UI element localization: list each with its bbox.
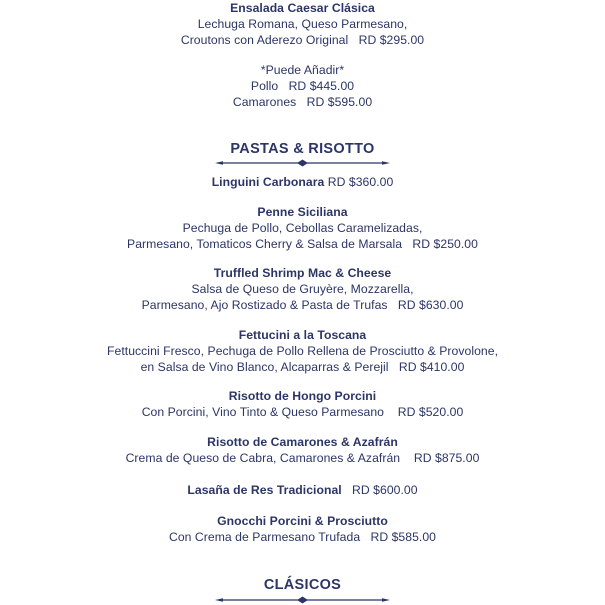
addon-item bbox=[0, 94, 605, 110]
item-price: RD $410.00 bbox=[398, 360, 465, 374]
item-name: Risotto de Camarones & Azafrán bbox=[207, 435, 398, 449]
item-description: Salsa de Queso de Gruyère, Mozzarella, bbox=[191, 282, 414, 296]
menu-item-fettucini-toscana bbox=[0, 327, 605, 375]
item-description: Parmesano, Ajo Rostizado & Pasta de Trufas bbox=[141, 298, 388, 312]
item-name: Risotto de Hongo Porcini bbox=[228, 389, 377, 403]
addon-label: Camarones bbox=[232, 95, 297, 109]
item-price: RD $360.00 bbox=[327, 175, 394, 189]
item-description: Pechuga de Pollo, Cebollas Caramelizadas, bbox=[182, 221, 423, 235]
addon-price: RD $445.00 bbox=[288, 79, 355, 93]
menu-item-penne-siciliana bbox=[0, 204, 605, 252]
addon-label: Pollo bbox=[250, 79, 279, 93]
item-price: RD $295.00 bbox=[358, 33, 425, 47]
item-description: Parmesano, Tomaticos Cherry & Salsa de Marsala bbox=[127, 237, 403, 251]
item-name: Linguini Carbonara bbox=[211, 175, 325, 189]
section-title-pastas: PASTAS & RISOTTO bbox=[230, 141, 375, 157]
item-description-priced bbox=[0, 32, 605, 48]
addons-block bbox=[0, 62, 605, 110]
item-description: en Salsa de Vino Blanco, Alcaparras & Perejil bbox=[140, 360, 389, 374]
item-name: Penne Siciliana bbox=[257, 205, 348, 219]
item-price: RD $520.00 bbox=[397, 405, 464, 419]
menu-item-risotto-camarones bbox=[0, 434, 605, 466]
item-description: Crema de Queso de Cabra, Camarones & Azafrán bbox=[125, 451, 401, 465]
menu-item-truffled-shrimp-mac bbox=[0, 265, 605, 313]
menu-item-linguini-carbonara bbox=[0, 174, 605, 190]
item-name: Ensalada Caesar Clásica bbox=[230, 1, 375, 15]
menu-item-caesar-salad bbox=[0, 0, 605, 48]
item-name: Truffled Shrimp Mac & Cheese bbox=[213, 266, 392, 280]
section-title-clasicos: CLÁSICOS bbox=[263, 577, 342, 593]
item-description: Lechuga Romana, Queso Parmesano, bbox=[197, 17, 408, 31]
item-price: RD $585.00 bbox=[370, 530, 437, 544]
addon-price: RD $595.00 bbox=[306, 95, 373, 109]
item-price: RD $600.00 bbox=[352, 483, 418, 497]
section-divider bbox=[215, 158, 390, 168]
item-price: RD $875.00 bbox=[413, 451, 480, 465]
addons-title: *Puede Añadir* bbox=[260, 63, 345, 77]
menu-item-gnocchi-porcini bbox=[0, 513, 605, 545]
item-name: Fettucini a la Toscana bbox=[238, 328, 367, 342]
item-description: Fettuccini Fresco, Pechuga de Pollo Rellena de Prosciutto & Provolone, bbox=[107, 344, 498, 358]
item-name: Gnocchi Porcini & Prosciutto bbox=[217, 514, 388, 528]
item-description: Croutons con Aderezo Original bbox=[180, 33, 349, 47]
item-name: Lasaña de Res Tradicional bbox=[187, 483, 342, 497]
addon-item bbox=[0, 78, 605, 94]
item-price: RD $250.00 bbox=[412, 237, 478, 251]
menu-item-lasagna-res bbox=[0, 482, 605, 498]
section-divider bbox=[215, 595, 390, 605]
item-price: RD $630.00 bbox=[397, 298, 464, 312]
menu-item-risotto-porcini bbox=[0, 388, 605, 420]
item-description: Con Porcini, Vino Tinto & Queso Parmesano bbox=[141, 405, 385, 419]
item-description: Con Crema de Parmesano Trufada bbox=[168, 530, 361, 544]
